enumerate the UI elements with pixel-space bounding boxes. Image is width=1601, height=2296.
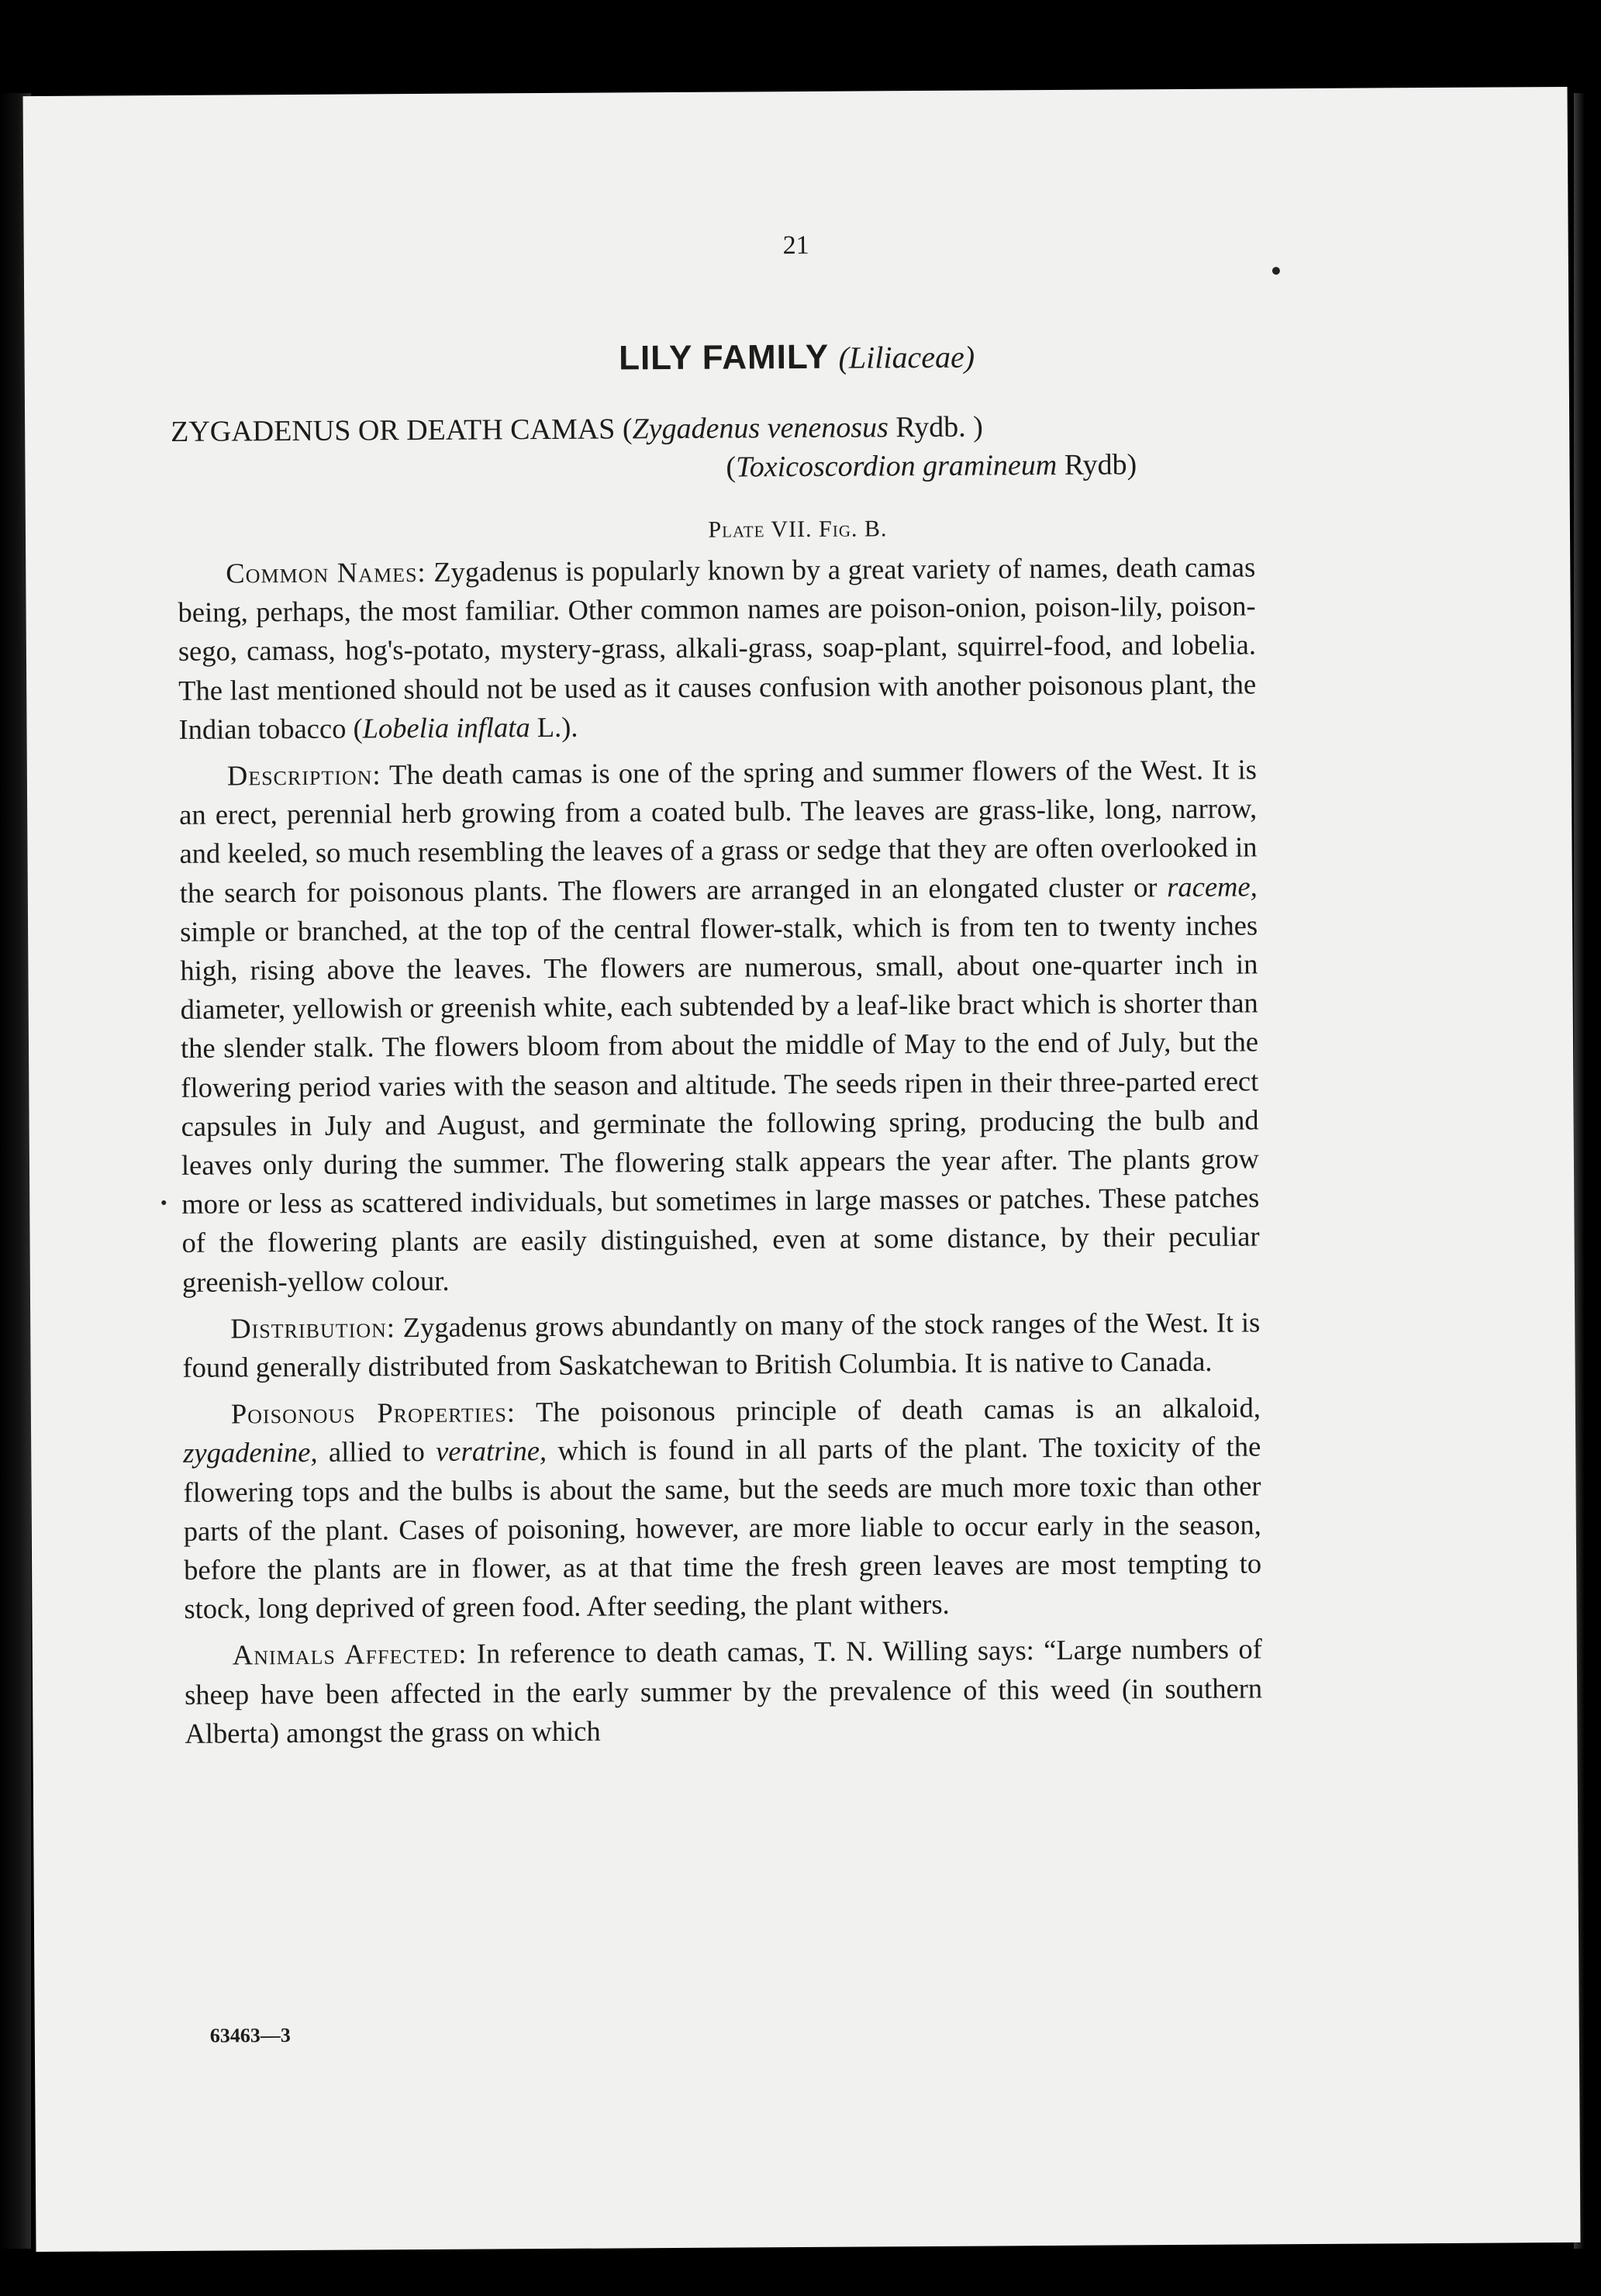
- section-heading-animals-affected: Animals Affected:: [232, 1638, 468, 1671]
- paragraph-description: Description: The death camas is one of the spring and summer flowers of the West. It is an erect, perennial herb growing from a coated bulb. The leaves are grass-like, long, narrow, and keeled, so much resembling the leaves of a grass or sedge that they are often overlooked in the search for poisonous plants. The flowers are arranged in an elongated cluster or raceme, simple or branched, at the top of the central flower-stalk, which is from ten to twenty inches high, rising above the leaves. The flowers are numerous, small, about one-quarter inch in diameter, yellowish or greenish white, each subtended by a leaf-like bract which is shorter than the slender stalk. The flowers bloom from about the middle of May to the end of July, but the flowering period varies with the season and altitude. The seeds ripen in their three-parted erect capsules in July and August, and germinate the following spring, producing the bulb and leaves only during the summer. The flowering stalk appears the year after. The plants grow more or less as scattered individuals, but sometimes in large masses or patches. These patches of the flowering plants are easily distinguished, even at some distance, by their peculiar greenish-yellow colour.: [179, 753, 1260, 1298]
- document-page: [23, 87, 1581, 2252]
- page-number: 21: [782, 230, 809, 261]
- paragraph-distribution: Distribution: Zygadenus grows abundantly on many of the stock ranges of the West. It is found generally distributed from Saskatchewan to British Columbia. It is native to Canada.: [182, 1306, 1261, 1383]
- species-heading: [171, 410, 983, 449]
- paragraph-poisonous-properties: Poisonous Properties: The poisonous principle of death camas is an alkaloid, zygadenine, allied to veratrine, which is found in all parts of the plant. The toxicity of the flowering tops and the bulbs is about the same, but the seeds are much more toxic than other parts of the plant. Cases of poisoning, however, are more liable to occur early in the season, before the plants are in flower, as at that time the fresh green leaves are most tempting to stock, long deprived of green food. After seeding, the plant withers.: [183, 1391, 1262, 1625]
- synonym-1: (Zygadenus venenosus Rydb. ): [622, 410, 983, 446]
- synonym-1-latin: Zygadenus venenosus: [632, 411, 888, 446]
- footer-code: 63463—3: [209, 2024, 291, 2047]
- species-common-name: ZYGADENUS OR DEATH CAMAS: [171, 413, 616, 448]
- family-name: LILY FAMILY: [618, 337, 829, 378]
- body-text: [178, 547, 1262, 1761]
- paragraph-animals-affected: Animals Affected: In reference to death camas, T. N. Willing says: “Large numbers of sheep have been affected in the early summer by the prevalence of this weed (in southern Alberta) amongst the grass on which: [184, 1632, 1263, 1749]
- section-heading-distribution: Distribution:: [230, 1311, 396, 1345]
- synonym-2: (Toxicoscordion gramineum Rydb): [726, 448, 1137, 484]
- synonym-2-latin: Toxicoscordion gramineum: [735, 448, 1058, 484]
- plate-reference: Plate VII. Fig. B.: [708, 516, 888, 543]
- section-heading-common-names: Common Names:: [226, 555, 426, 589]
- section-heading-description: Description:: [226, 758, 381, 792]
- family-latin-name: (Liliaceae): [838, 339, 975, 375]
- section-heading-poisonous-properties: Poisonous Properties:: [230, 1396, 516, 1430]
- paragraph-common-names: Common Names: Zygadenus is popularly known by a great variety of names, death camas being, perhaps, the most familiar. Other common names are poison-onion, poison-lily, poison-sego, camass, hog's-potato, mystery-grass, alkali-grass, soap-plant, squirrel-food, and lobelia. The last mentioned should not be used as it causes confusion with another poisonous plant, the Indian tobacco (Lobelia inflata L.).: [178, 551, 1257, 745]
- family-heading: [24, 333, 1568, 382]
- scan-speck: [1272, 267, 1280, 274]
- scan-speck: [161, 1200, 166, 1205]
